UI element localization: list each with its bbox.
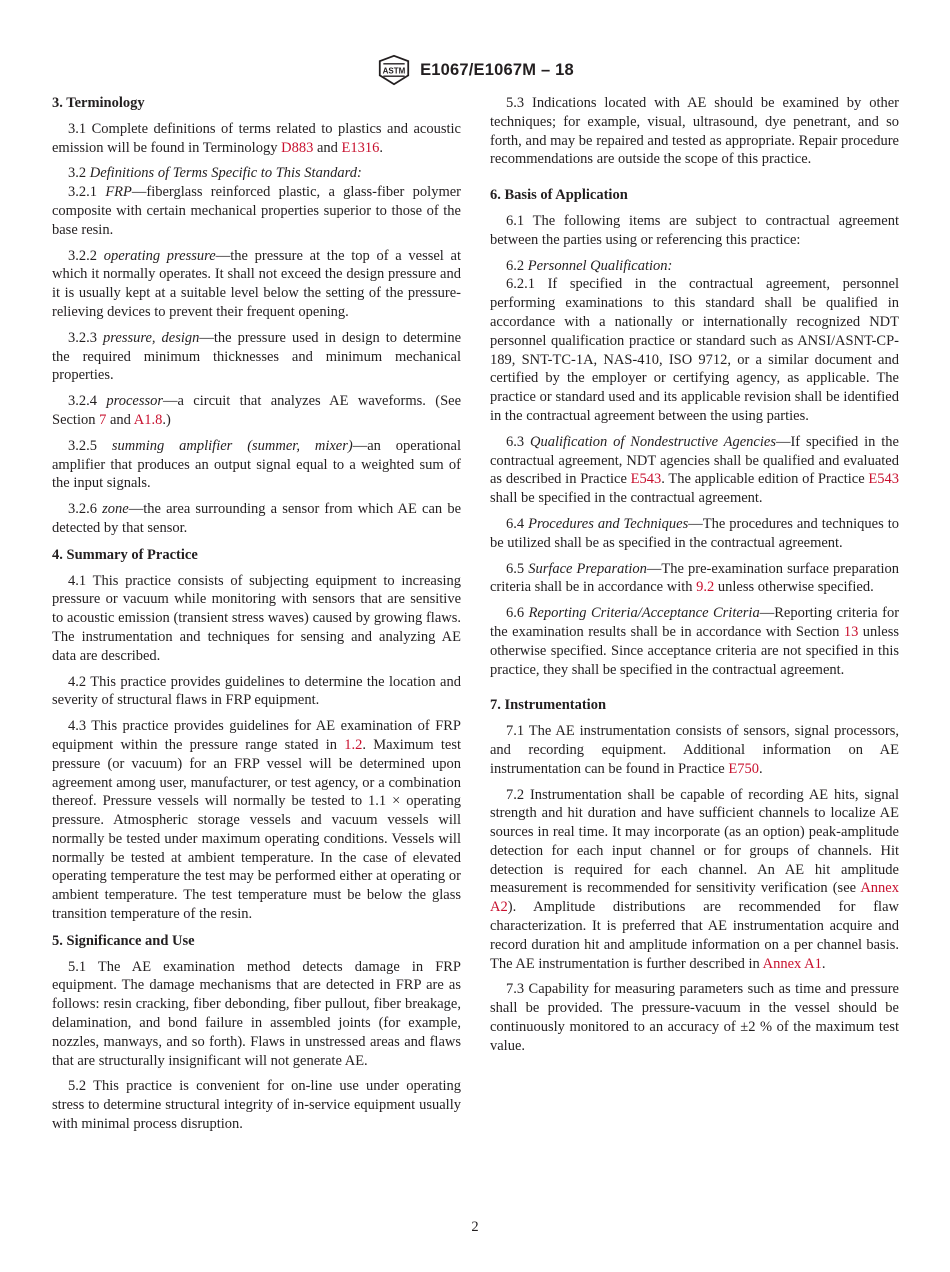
section-3-heading: 3. Terminology (52, 95, 145, 111)
ref-a1-8-link[interactable]: A1.8 (133, 411, 163, 428)
paragraph-6-6: 6.6 Reporting Criteria/Acceptance Criteria—Reporting criteria for the examination results shall be in accordance with Section 13 unless otherwise specified. Since acceptance criteria are not specified in this practice, they shall be specified in the contractual agreement. (490, 605, 900, 678)
section-5-heading: 5. Significance and Use (52, 932, 195, 949)
paragraph-3-2-2: 3.2.2 operating pressure—the pressure at the top of a vessel at which it normally operates. It shall not exceed the design pressure and it is usually kept at a suitable level below the setting of the pressure-relieving devices to prevent their frequent opening. (52, 247, 462, 320)
paragraph-5-1: 5.1 The AE examination method detects damage in FRP equipment. The damage mechanisms that are detected in FRP are as follows: resin cracking, fiber debonding, fiber pullout, fiber breakage, delamination, and bond failure in assembled joints (for example, nozzles, manways, and so forth). Flaws in unstressed areas and flaws that are structurally insignificant will not generate AE. (52, 958, 461, 1069)
paragraph-3-2-1: 3.2.1 FRP—fiberglass reinforced plastic, a glass-fiber polymer composite with certain mechanical properties superior to those of the base resin. (52, 184, 462, 238)
svg-text:ASTM: ASTM (382, 66, 406, 76)
right-column (490, 94, 899, 1056)
ref-section-7-link[interactable]: 7 (99, 411, 107, 428)
ref-section-13-link[interactable]: 13 (843, 623, 859, 640)
paragraph-5-3: 5.3 Indications located with AE should be examined by other techniques; for example, visual, ultrasound, dye penetrant, and so forth, and may be repaired and tested as appropriate. Repair procedure recommendations are outside the scope of this practice. (490, 95, 899, 168)
paragraph-6-3: 6.3 Qualification of Nondestructive Agencies—If specified in the contractual agreement, NDT agencies shall be qualified and evaluated as described in Practice E543. The applicable edition of Practice E543 shall be specified in the contractual agreement. (490, 433, 900, 507)
paragraph-6-1: 6.1 The following items are subject to contractual agreement between the parties using or referencing this practice: (490, 212, 899, 248)
section-4-heading: 4. Summary of Practice (52, 546, 198, 563)
paragraph-3-2-4: 3.2.4 processor—a circuit that analyzes AE waveforms. (See Section 7 and A1.8.) (52, 393, 462, 428)
paragraph-6-4: 6.4 Procedures and Techniques—The procedures and techniques to be utilized shall be as specified in the contractual agreement. (490, 515, 900, 551)
paragraph-3-2: 3.2 Definitions of Terms Specific to This Standard: (68, 165, 362, 182)
page-number: 2 (471, 1219, 479, 1235)
paragraph-4-1: 4.1 This practice consists of subjecting equipment to increasing pressure or vacuum while monitoring with sensors that are sensitive to acoustic emission (transient stress waves) caused by growing flaws. The instrumentation and techniques for sensing and analyzing AE data are described. (52, 572, 461, 664)
paragraph-7-2: 7.2 Instrumentation shall be capable of recording AE hits, signal strength and hit duration and have sufficient channels to localize AE sources in real time. It may incorporate (as an option) peak-amplitude detection for each input channel or for groups of channels. Hit detection is required for each channel. An AE hit amplitude measurement is recommended for sensitivity verification (see Annex A2). Amplitude distributions are recommended for flaw characterization. It is preferred that AE instrumentation acquire and record duration hit and amplitude information on a per channel basis. The AE instrumentation is further described in Annex A1. (490, 786, 899, 972)
ref-e543-link-2[interactable]: E543 (868, 471, 900, 488)
paragraph-7-3: 7.3 Capability for measuring parameters such as time and pressure shall be provided. The pressure-vacuum in the vessel should be continuously monitored to an accuracy of ±2 % of the maximum test value. (490, 981, 899, 1054)
paragraph-5-2: 5.2 This practice is convenient for on-line use under operating stress to determine structural integrity of in-service equipment usually with minimal process disruption. (52, 1078, 461, 1133)
ref-annex-a1-link[interactable]: Annex A1 (762, 955, 822, 972)
paragraph-6-2-1: 6.2.1 If specified in the contractual agreement, personnel performing examinations to this standard shall be qualified in accordance with a nationally or internationally recognized NDT personnel qualification practice or standard such as ANSI/ASNT-CP-189, SNT-TC-1A, NAS-410, ISO 9712, or a similar document and certified by the employer or certifying agency, as applicable. The practice or standard used and its applicable revision shall be identified in the contractual agreement between the using parties. (490, 276, 899, 424)
section-7-heading: 7. Instrumentation (490, 697, 607, 714)
ref-9-2-link[interactable]: 9.2 (696, 579, 715, 596)
paragraph-3-1: 3.1 Complete definitions of terms related to plastics and acoustic emission will be found in Terminology D883 and E1316. (52, 120, 461, 156)
astm-logo (376, 54, 412, 86)
paragraph-4-2: 4.2 This practice provides guidelines to determine the location and severity of structural flaws in FRP equipment. (52, 673, 461, 709)
paragraph-6-2: 6.2 Personnel Qualification: (506, 257, 673, 274)
ref-e750-link[interactable]: E750 (728, 760, 759, 777)
document-designation: E1067/E1067M – 18 (420, 60, 574, 79)
ref-1-2-link[interactable]: 1.2 (344, 736, 363, 753)
ref-e543-link[interactable]: E543 (630, 471, 662, 488)
paragraph-3-2-5: 3.2.5 summing amplifier (summer, mixer)—an operational amplifier that produces an output signal equal to a weighted sum of the input signals. (52, 437, 461, 492)
left-column (52, 94, 461, 1134)
ref-annex-a2-link[interactable]: Annex A2 (490, 880, 899, 916)
ref-e1316-link[interactable]: E1316 (341, 139, 380, 156)
section-6-heading: 6. Basis of Application (490, 187, 628, 204)
paragraph-7-1: 7.1 The AE instrumentation consists of sensors, signal processors, and recording equipment. Additional information on AE instrumentation can be found in Practice E750. (490, 723, 899, 777)
paragraph-3-2-3: 3.2.3 pressure, design—the pressure used in design to determine the required minimum thicknesses and minimum mechanical properties. (52, 329, 462, 384)
page-header (0, 52, 950, 88)
paragraph-3-2-6: 3.2.6 zone—the area surrounding a sensor from which AE can be detected by that sensor. (52, 501, 462, 536)
paragraph-6-5: 6.5 Surface Preparation—The pre-examination surface preparation criteria shall be in accordance with 9.2 unless otherwise specified. (490, 560, 900, 596)
ref-d883-link[interactable]: D883 (281, 139, 314, 156)
paragraph-4-3: 4.3 This practice provides guidelines for AE examination of FRP equipment within the pressure range stated in 1.2. Maximum test pressure (or vacuum) for an FRP vessel will be determined upon agreement among user, manufacturer, or test agency, or a combination thereof. Pressure vessels will normally be tested to 1.1 × operating pressure. Atmospheric storage vessels and vacuum vessels will normally be tested under maximum operating conditions. Vessels will normally be tested at ambient temperature. In the case of elevated operating temperature the test may be performed either at operating or ambient temperature. The test temperature must be below the glass transition temperature of the resin. (52, 718, 461, 923)
